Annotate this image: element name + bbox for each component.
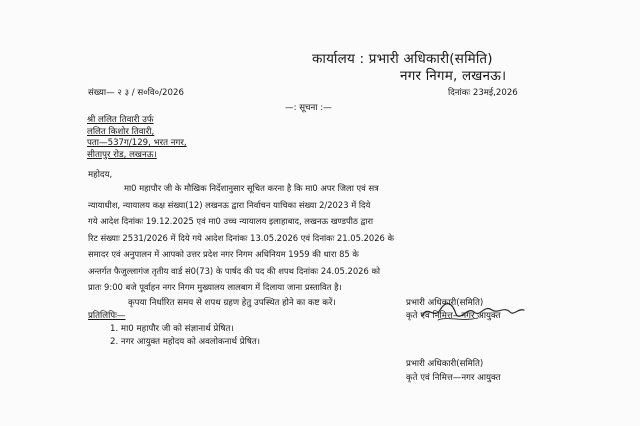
reference-number: संख्या— २ ३ / स०वि०/2026 <box>88 88 184 98</box>
body-paragraph <box>88 180 554 296</box>
addressee-line: श्री ललित तिवारी उर्फ <box>87 115 154 125</box>
body-line: समादर एवं अनुपालन में आपको उत्तर प्रदेश नगर निगम अधिनियम 1959 की धारा 85 के <box>88 249 359 259</box>
subject-heading: —: सूचना :— <box>285 103 332 113</box>
letter-date: दिनांकः 23मई,2026 <box>448 88 518 98</box>
addressee-line: सीतापुर रोड, लखनऊ। <box>87 149 157 160</box>
addressee-line: ललित किशोर तिवारी, <box>87 126 155 137</box>
office-title: कार्यालय : प्रभारी अधिकारी(समिति) <box>312 51 493 67</box>
body-line: मा0 महापौर जी के मौखिक निर्देशानुसार सूचित करना है कि मा0 अपर जिला एवं सत्र <box>124 183 379 193</box>
addressee-block <box>87 115 187 161</box>
copy-to-heading: प्रतिलिपिः— <box>88 311 126 321</box>
body-line: अन्तर्गत फैजुल्लागंज तृतीय वार्ड सं0(73) के पार्षद की पद की शपथ दिनांकः 24.05.2026 को <box>88 265 381 276</box>
signature-image <box>418 298 528 324</box>
copy-to-item: 2. नगर आयुक्त महोदय को अवलोकनार्थ प्रेषित। <box>110 337 261 347</box>
signoff-title: प्रभारी अधिकारी(समिति) <box>406 298 484 308</box>
signoff-subtitle: कृते एवं निमित्त—नगर आयुक्त <box>406 311 501 321</box>
request-line: कृपया निर्धारित समय से शपथ ग्रहण हेतु उपस्थित होने का कष्ट करें। <box>128 298 336 308</box>
signoff-subtitle: कृते एवं निमित्त—नगर आयुक्त <box>406 373 501 383</box>
salutation: महोदय, <box>88 170 113 180</box>
body-line: रिट संख्याः 2531/2026 में दिये गये आदेश दिनांकः 13.05.2026 एवं दिनांकः 21.05.2026 के <box>88 232 394 243</box>
addressee-line: पता—537ग/129, भरत नगर, <box>87 138 187 148</box>
copy-to-item: 1. मा0 महापौर जी को संज्ञानार्थ प्रेषित। <box>110 324 234 334</box>
organization-name: नगर निगम, लखनऊ। <box>400 68 507 84</box>
body-line: न्यायाधीश, न्यायालय कक्ष संख्या(12) लखनऊ द्वारा निर्वाचन याचिका संख्या 2/2023 में दिये <box>88 199 371 210</box>
signoff-title: प्रभारी अधिकारी(समिति) <box>406 359 484 369</box>
body-line: गये आदेश दिनांकः 19.12.2025 एवं मा0 उच्च न्यायालय इलाहाबाद, लखनऊ खण्डपीठ द्वारा <box>88 216 374 226</box>
body-line: प्रातः 9:00 बजे पूर्वाहन नगर निगम मुख्यालय लालबाग में दिलाया जाना प्रस्तावित है। <box>88 282 342 292</box>
